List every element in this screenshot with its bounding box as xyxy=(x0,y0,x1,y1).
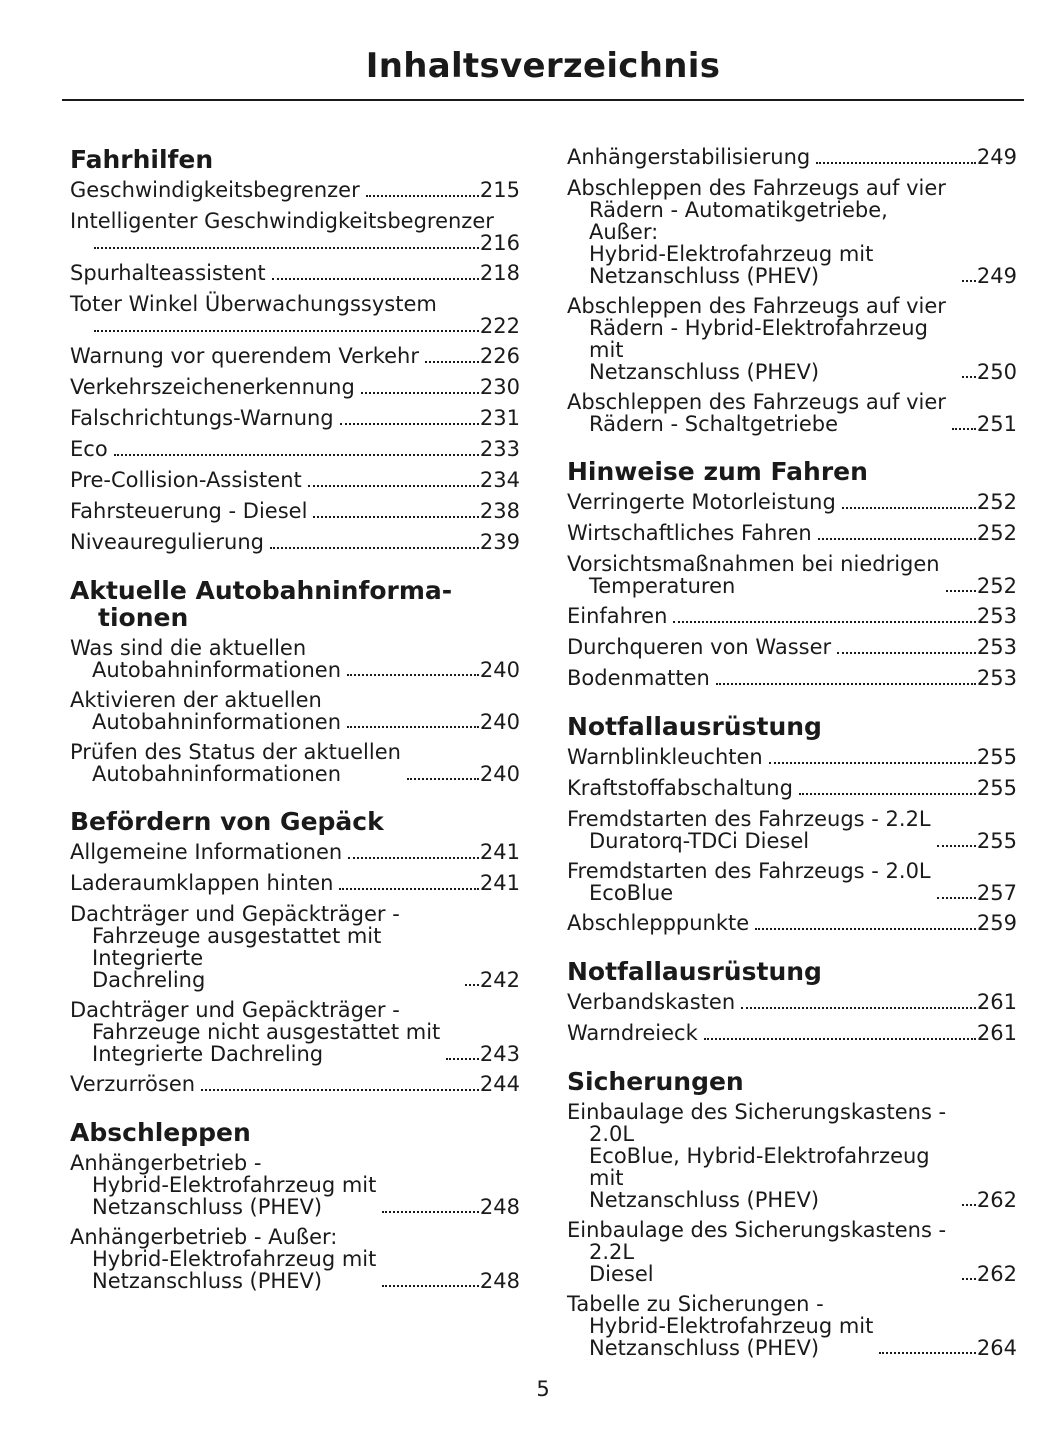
entry-title: Falschrichtungs-Warnung xyxy=(70,406,334,430)
toc-entry[interactable] xyxy=(567,636,1017,659)
dot-leader xyxy=(952,428,976,430)
entry-title: Intelligenter Geschwindigkeitsbegrenzer xyxy=(70,209,494,233)
entry-page-number: 252 xyxy=(976,521,1017,545)
dot-leader xyxy=(962,1204,976,1206)
entry-title: Abschlepppunkte xyxy=(567,911,750,935)
toc-entry[interactable] xyxy=(567,295,1017,383)
entry-title: Spurhalteassistent xyxy=(70,261,266,285)
entry-page-number: 250 xyxy=(976,360,1017,384)
entry-title: Anhängerstabilisierung xyxy=(567,145,811,169)
title-divider xyxy=(62,99,1024,101)
dot-leader xyxy=(741,1007,976,1009)
entry-title: Verbandskasten xyxy=(567,990,736,1014)
section-heading: Fahrhilfen xyxy=(70,145,214,174)
dot-leader xyxy=(818,538,976,540)
dot-leader xyxy=(962,1278,976,1280)
dot-leader xyxy=(382,1285,479,1287)
toc-entry[interactable] xyxy=(70,689,520,733)
entry-page-number: 242 xyxy=(479,968,520,992)
dot-leader xyxy=(272,278,479,280)
entry-page-number: 249 xyxy=(976,145,1017,169)
toc-entry[interactable] xyxy=(567,1293,1017,1359)
entry-title: Dachträger und Gepäckträger - Fahrzeuge nicht ausgestattet mit Integrierte Dachreling xyxy=(70,998,441,1066)
toc-entry[interactable] xyxy=(567,912,1017,935)
entry-page-number: 248 xyxy=(479,1195,520,1219)
entry-title: Verringerte Motorleistung xyxy=(567,490,836,514)
toc-section xyxy=(567,713,1017,935)
entry-page-number: 230 xyxy=(479,375,520,399)
toc-section xyxy=(70,1119,520,1292)
toc-section xyxy=(70,146,520,554)
toc-entry[interactable] xyxy=(567,1219,1017,1285)
entry-title: Abschleppen des Fahrzeugs auf vier Rädern - Hybrid-Elektrofahrzeug mit Netzanschluss (PHEV) xyxy=(567,294,946,384)
dot-leader xyxy=(879,1352,976,1354)
dot-leader xyxy=(704,1038,976,1040)
entry-title: Prüfen des Status der aktuellen Autobahninformationen xyxy=(70,740,401,786)
dot-leader xyxy=(94,247,479,249)
entry-title: Kraftstoffabschaltung xyxy=(567,776,793,800)
toc-entry[interactable] xyxy=(70,841,520,864)
toc-entry[interactable] xyxy=(567,667,1017,690)
entry-title: Fremdstarten des Fahrzeugs - 2.0L EcoBlue xyxy=(567,859,931,905)
entry-page-number: 218 xyxy=(479,261,520,285)
toc-entry[interactable] xyxy=(70,637,520,681)
entry-page-number: 252 xyxy=(976,574,1017,598)
toc-section xyxy=(70,577,520,785)
entry-title: Durchqueren von Wasser xyxy=(567,635,832,659)
entry-page-number: 240 xyxy=(479,710,520,734)
entry-title: Verzurrösen xyxy=(70,1072,196,1096)
dot-leader xyxy=(799,793,976,795)
toc-entry[interactable] xyxy=(567,1101,1017,1211)
entry-title: Wirtschaftliches Fahren xyxy=(567,521,812,545)
entry-page-number: 241 xyxy=(479,840,520,864)
entry-page-number: 255 xyxy=(976,829,1017,853)
entry-page-number: 215 xyxy=(479,178,520,202)
dot-leader xyxy=(407,778,479,780)
dot-leader xyxy=(313,516,478,518)
toc-section xyxy=(567,958,1017,1045)
entry-page-number: 238 xyxy=(479,499,520,523)
toc-entry[interactable] xyxy=(70,531,520,554)
dot-leader xyxy=(347,674,479,676)
toc-entry[interactable] xyxy=(70,872,520,895)
toc-entry[interactable] xyxy=(567,605,1017,628)
entry-title: Tabelle zu Sicherungen - Hybrid-Elektrofahrzeug mit Netzanschluss (PHEV) xyxy=(567,1292,874,1360)
entry-page-number: 248 xyxy=(479,1269,520,1293)
dot-leader xyxy=(962,376,976,378)
entry-title: Eco xyxy=(70,437,108,461)
toc-entry[interactable] xyxy=(70,262,520,285)
entry-title: Anhängerbetrieb - Außer: Hybrid-Elektrofahrzeug mit Netzanschluss (PHEV) xyxy=(70,1225,377,1293)
dot-leader xyxy=(673,621,976,623)
page-title: Inhaltsverzeichnis xyxy=(365,46,721,86)
toc-entry[interactable] xyxy=(567,177,1017,287)
dot-leader xyxy=(308,485,479,487)
dot-leader xyxy=(946,590,976,592)
toc-entry[interactable] xyxy=(70,1152,520,1218)
section-heading: Notfallausrüstung xyxy=(567,712,822,741)
dot-leader xyxy=(366,195,479,197)
entry-page-number: 234 xyxy=(479,468,520,492)
toc-section xyxy=(70,808,520,1096)
entry-title: Was sind die aktuellen Autobahninformationen xyxy=(70,636,342,682)
entry-page-number: 251 xyxy=(976,412,1017,436)
section-heading: Notfallausrüstung xyxy=(567,957,822,986)
entry-page-number: 255 xyxy=(976,776,1017,800)
entry-page-number: 216 xyxy=(479,231,520,255)
toc-column-left xyxy=(70,146,520,1315)
entry-title: Pre-Collision-Assistent xyxy=(70,468,302,492)
entry-title: Abschleppen des Fahrzeugs auf vier Rädern - Schaltgetriebe xyxy=(567,390,946,436)
toc-entry[interactable] xyxy=(70,500,520,523)
entry-page-number: 257 xyxy=(976,881,1017,905)
entry-title: Einbaulage des Sicherungskastens - 2.0L EcoBlue, Hybrid-Elektrofahrzeug mit Netzanschluss (PHEV) xyxy=(567,1100,947,1212)
toc-entry[interactable] xyxy=(70,376,520,399)
section-heading: Hinweise zum Fahren xyxy=(567,457,868,486)
entry-page-number: 233 xyxy=(479,437,520,461)
entry-page-number: 262 xyxy=(976,1188,1017,1212)
entry-page-number: 222 xyxy=(479,314,520,338)
toc-entry[interactable] xyxy=(567,391,1017,435)
toc-entry[interactable] xyxy=(567,808,1017,852)
entry-title: Bodenmatten xyxy=(567,666,710,690)
entry-title: Warndreieck xyxy=(567,1021,698,1045)
dot-leader xyxy=(842,507,976,509)
entry-title: Niveauregulierung xyxy=(70,530,264,554)
section-heading: Aktuelle Autobahninforma- tionen xyxy=(70,576,453,632)
entry-page-number: 240 xyxy=(479,762,520,786)
dot-leader xyxy=(348,857,479,859)
entry-page-number: 243 xyxy=(479,1042,520,1066)
entry-page-number: 253 xyxy=(976,635,1017,659)
entry-title: Laderaumklappen hinten xyxy=(70,871,334,895)
toc-section xyxy=(567,1068,1017,1359)
toc-section xyxy=(567,146,1017,435)
section-heading: Sicherungen xyxy=(567,1067,744,1096)
toc-entry[interactable] xyxy=(70,438,520,461)
dot-leader xyxy=(446,1058,479,1060)
dot-leader xyxy=(816,162,976,164)
entry-title: Geschwindigkeitsbegrenzer xyxy=(70,178,360,202)
dot-leader xyxy=(114,454,479,456)
entry-page-number: 240 xyxy=(479,658,520,682)
toc-entry[interactable] xyxy=(567,1022,1017,1045)
toc-entry[interactable] xyxy=(70,741,520,785)
toc-entry[interactable] xyxy=(567,146,1017,169)
toc-entry[interactable] xyxy=(567,991,1017,1014)
dot-leader xyxy=(270,547,479,549)
toc-entry[interactable] xyxy=(70,1226,520,1292)
dot-leader xyxy=(837,652,976,654)
entry-page-number: 252 xyxy=(976,490,1017,514)
dot-leader xyxy=(94,330,479,332)
entry-page-number: 244 xyxy=(479,1072,520,1096)
entry-page-number: 259 xyxy=(976,911,1017,935)
dot-leader xyxy=(425,361,479,363)
toc-entry[interactable] xyxy=(70,210,520,254)
dot-leader xyxy=(201,1089,479,1091)
entry-page-number: 261 xyxy=(976,990,1017,1014)
toc-entry[interactable] xyxy=(70,345,520,368)
entry-title: Einfahren xyxy=(567,604,668,628)
toc-entry[interactable] xyxy=(70,407,520,430)
entry-page-number: 241 xyxy=(479,871,520,895)
dot-leader xyxy=(340,423,479,425)
toc-entry[interactable] xyxy=(567,522,1017,545)
entry-title: Fahrsteuerung - Diesel xyxy=(70,499,308,523)
toc-entry[interactable] xyxy=(70,999,520,1065)
toc-entry[interactable] xyxy=(70,179,520,202)
entry-title: Dachträger und Gepäckträger - Fahrzeuge ausgestattet mit Integrierte Dachreling xyxy=(70,902,400,992)
entry-title: Anhängerbetrieb - Hybrid-Elektrofahrzeug mit Netzanschluss (PHEV) xyxy=(70,1151,377,1219)
dot-leader xyxy=(937,845,976,847)
entry-title: Allgemeine Informationen xyxy=(70,840,343,864)
entry-title: Warnung vor querendem Verkehr xyxy=(70,344,419,368)
toc-entry[interactable] xyxy=(70,469,520,492)
toc-entry[interactable] xyxy=(70,1073,520,1096)
section-heading: Abschleppen xyxy=(70,1118,251,1147)
entry-title: Vorsichtsmaßnahmen bei niedrigen Temperaturen xyxy=(567,552,940,598)
entry-title: Warnblinkleuchten xyxy=(567,745,763,769)
dot-leader xyxy=(339,888,478,890)
toc-entry[interactable] xyxy=(567,746,1017,769)
entry-title: Einbaulage des Sicherungskastens - 2.2L Diesel xyxy=(567,1218,947,1286)
toc-entry[interactable] xyxy=(567,491,1017,514)
toc-entry[interactable] xyxy=(567,860,1017,904)
entry-page-number: 239 xyxy=(479,530,520,554)
toc-entry[interactable] xyxy=(70,293,520,337)
toc-entry[interactable] xyxy=(567,777,1017,800)
toc-section xyxy=(567,458,1017,690)
toc-column-right xyxy=(567,146,1017,1382)
entry-page-number: 261 xyxy=(976,1021,1017,1045)
entry-page-number: 226 xyxy=(479,344,520,368)
dot-leader xyxy=(716,683,976,685)
toc-entry[interactable] xyxy=(70,903,520,991)
entry-page-number: 255 xyxy=(976,745,1017,769)
dot-leader xyxy=(755,928,976,930)
section-heading: Befördern von Gepäck xyxy=(70,807,384,836)
dot-leader xyxy=(962,280,976,282)
entry-page-number: 262 xyxy=(976,1262,1017,1286)
entry-page-number: 253 xyxy=(976,666,1017,690)
entry-title: Aktivieren der aktuellen Autobahninformationen xyxy=(70,688,342,734)
entry-title: Fremdstarten des Fahrzeugs - 2.2L Duratorq-TDCi Diesel xyxy=(567,807,931,853)
entry-title: Verkehrszeichenerkennung xyxy=(70,375,355,399)
dot-leader xyxy=(465,984,479,986)
dot-leader xyxy=(347,726,479,728)
entry-page-number: 264 xyxy=(976,1336,1017,1360)
dot-leader xyxy=(361,392,479,394)
entry-page-number: 249 xyxy=(976,264,1017,288)
dot-leader xyxy=(937,897,976,899)
entry-page-number: 231 xyxy=(479,406,520,430)
entry-page-number: 253 xyxy=(976,604,1017,628)
entry-title: Toter Winkel Überwachungssystem xyxy=(70,292,437,316)
page-number: 5 xyxy=(536,1377,550,1401)
dot-leader xyxy=(382,1211,479,1213)
entry-title: Abschleppen des Fahrzeugs auf vier Rädern - Automatikgetriebe, Außer: Hybrid-Elektrofahrzeug mit Netzanschluss (PHEV) xyxy=(567,176,946,288)
toc-entry[interactable] xyxy=(567,553,1017,597)
dot-leader xyxy=(769,762,976,764)
